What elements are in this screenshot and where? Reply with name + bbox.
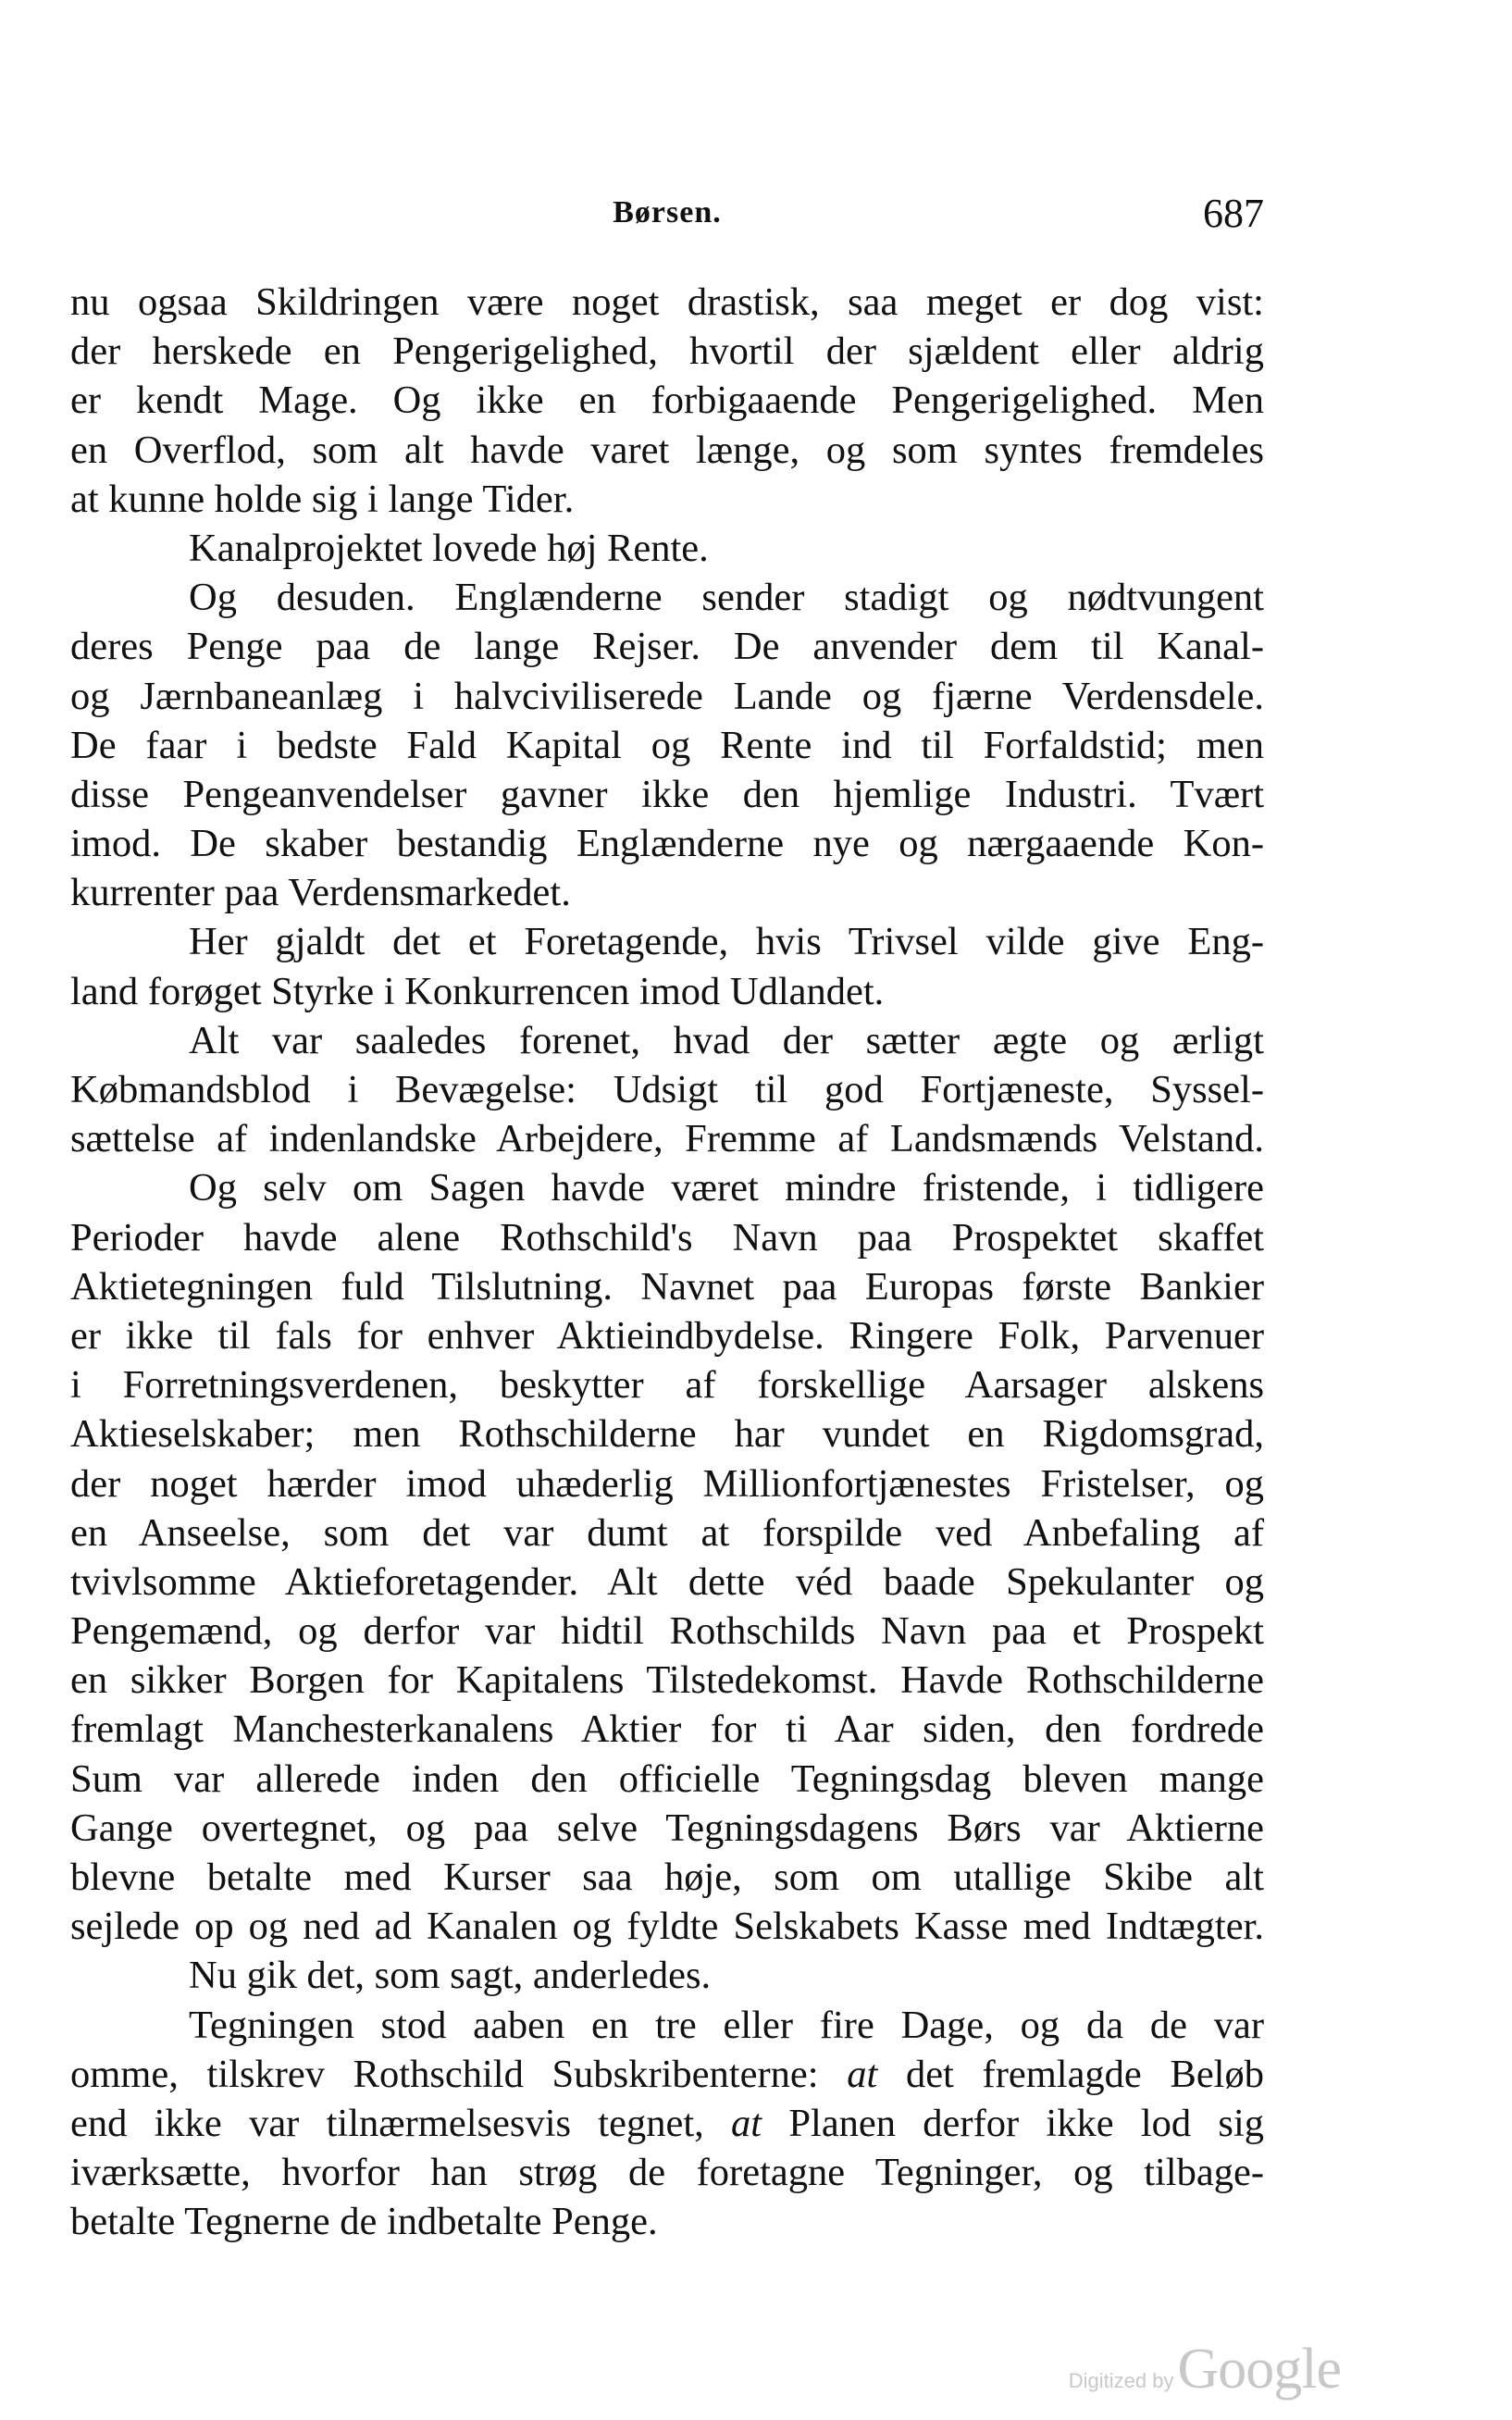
text-line: er ikke til fals for enhver Aktieindbydelse. Ringere Folk, Parvenuer <box>70 1313 1264 1358</box>
text-line: Kanalprojektet lovede høj Rente. <box>189 526 709 570</box>
text-line: kurrenter paa Verdensmarkedet. <box>70 871 571 915</box>
text-line: og Jærnbaneanlæg i halvciviliserede Lande og fjærne Verdensdele. <box>70 674 1264 718</box>
watermark-prefix: Digitized by <box>1068 2369 1174 2392</box>
text-line: Her gjaldt det et Foretagende, hvis Trivsel vilde give Eng- <box>189 920 1264 964</box>
text-line: Gange overtegnet, og paa selve Tegningsdagens Børs var Aktierne <box>70 1806 1264 1850</box>
text-line: imod. De skaber bestandig Englænderne nye og nærgaaende Kon- <box>70 822 1264 866</box>
watermark-brand: Google <box>1177 2338 1341 2401</box>
text-line: er kendt Mage. Og ikke en forbigaaende Pengerigelighed. Men <box>70 379 1264 423</box>
text-line: Aktietegningen fuld Tilslutning. Navnet paa Europas første Bankier <box>70 1264 1264 1309</box>
text-line: iværksætte, hvorfor han strøg de foretagne Tegninger, og tilbage- <box>70 2151 1264 2195</box>
text-line: der noget hærder imod uhæderlig Millionfortjænestes Fristelser, og <box>70 1461 1264 1506</box>
text-line: Nu gik det, som sagt, anderledes. <box>189 1954 712 1998</box>
text-line: deres Penge paa de lange Rejser. De anvender dem til Kanal- <box>70 625 1264 669</box>
text-line: end ikke var tilnærmelsesvis tegnet, at Planen derfor ikke lod sig <box>70 2101 1264 2145</box>
text-line: Perioder havde alene Rothschild's Navn paa Prospektet skaffet <box>70 1215 1264 1260</box>
text-line: omme, tilskrev Rothschild Subskribenterne: at det fremlagde Beløb <box>70 2052 1264 2096</box>
text-line: i Forretningsverdenen, beskytter af forskellige Aarsager alskens <box>70 1363 1264 1408</box>
text-line: en Anseelse, som det var dumt at forspilde ved Anbefaling af <box>70 1510 1264 1555</box>
text-line: Og selv om Sagen havde været mindre fristende, i tidligere <box>189 1166 1264 1210</box>
text-line: Alt var saaledes forenet, hvad der sætter ægte og ærligt <box>189 1018 1264 1062</box>
page-number: 687 <box>1203 191 1264 236</box>
text-line: nu ogsaa Skildringen være noget drastisk, saa meget er dog vist: <box>70 280 1264 324</box>
text-line: Købmandsblod i Bevægelse: Udsigt til god Fortjæneste, Syssel- <box>70 1068 1264 1111</box>
text-line: disse Pengeanvendelser gavner ikke den hjemlige Industri. Tvært <box>70 772 1264 816</box>
text-line: betalte Tegnerne de indbetalte Penge. <box>70 2200 658 2244</box>
digitized-by-google-watermark <box>1069 2337 1341 2402</box>
text-line: en sikker Borgen for Kapitalens Tilstedekomst. Havde Rothschilderne <box>70 1658 1264 1703</box>
text-line: Pengemænd, og derfor var hidtil Rothschilds Navn paa et Prospekt <box>70 1609 1264 1654</box>
text-line: blevne betalte med Kurser saa høje, som om utallige Skibe alt <box>70 1855 1264 1899</box>
text-line: Tegningen stod aaben en tre eller fire Dage, og da de var <box>189 2003 1264 2047</box>
text-line: der herskede en Pengerigelighed, hvortil der sjældent eller aldrig <box>70 329 1264 374</box>
text-line: en Overflod, som alt havde varet længe, og som syntes fremdeles <box>70 428 1264 472</box>
text-line: fremlagt Manchesterkanalens Aktier for ti Aar siden, den fordrede <box>70 1707 1264 1752</box>
text-line: at kunne holde sig i lange Tider. <box>70 477 575 521</box>
text-line: De faar i bedste Fald Kapital og Rente ind til Forfaldstid; men <box>70 723 1264 767</box>
text-line: Og desuden. Englænderne sender stadigt og nødtvungent <box>189 576 1264 620</box>
text-line: sættelse af indenlandske Arbejdere, Fremme af Landsmænds Velstand. <box>70 1117 1264 1161</box>
page-header <box>70 190 1264 245</box>
text-line: tvivlsomme Aktieforetagender. Alt dette véd baade Spekulanter og <box>70 1559 1264 1604</box>
text-line: Sum var allerede inden den officielle Tegningsdag bleven mange <box>70 1756 1264 1801</box>
text-line: land forøget Styrke i Konkurrencen imod Udlandet. <box>70 969 885 1013</box>
text-line: sejlede op og ned ad Kanalen og fyldte Selskabets Kasse med Indtægter. <box>70 1905 1264 1949</box>
running-title: Børsen. <box>613 195 722 230</box>
body-text <box>70 278 1264 2247</box>
text-line: Aktieselskaber; men Rothschilderne har vundet en Rigdomsgrad, <box>70 1412 1264 1457</box>
